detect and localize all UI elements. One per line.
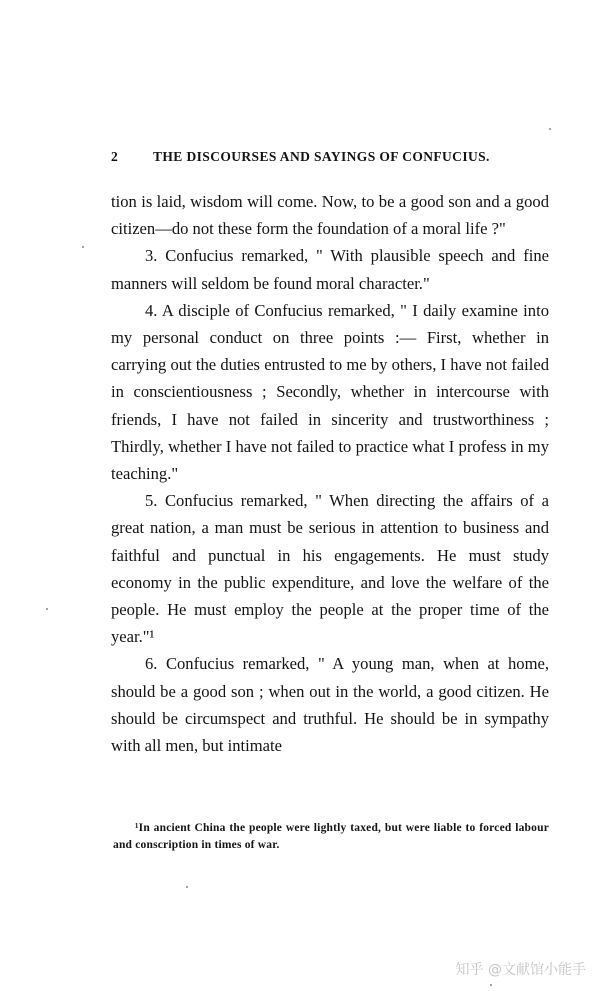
footnote: ¹In ancient China the people were lightly taxed, but were liable to forced labour and conscription in times of war. [113, 822, 549, 851]
paragraph-saying-6: 6. Confucius remarked, " A young man, when at home, should be a good son ; when out in the world, a good citizen. He should be circumspect and truthful. He should be in sympathy with all men, but intimate [111, 654, 549, 756]
paragraph-saying-4: 4. A disciple of Confucius remarked, " I daily examine into my personal conduct on three points :— First, whether in carrying out the duties entrusted to me by others, I have not failed in conscientiousness ; Secondly, whether in intercourse with friends, I have not failed in sincerity and trustworthiness ; Thirdly, whether I have not failed to practice what I profess in my teaching." [111, 300, 549, 484]
scan-speck [490, 984, 492, 986]
scan-speck [549, 128, 551, 130]
paragraph-continuation: tion is laid, wisdom will come. Now, to be a good son and a good citizen—do not these form the foundation of a moral life ?" [111, 192, 549, 239]
page-header [111, 149, 541, 167]
paragraph-saying-3: 3. Confucius remarked, " With plausible speech and fine manners will seldom be found moral character." [111, 246, 549, 293]
watermark: 知乎 @文献馆小能手 [455, 962, 586, 978]
scan-speck [82, 246, 84, 248]
running-title: THE DISCOURSES AND SAYINGS OF CONFUCIUS. [153, 149, 490, 164]
scan-speck [46, 608, 48, 610]
page-number: 2 [111, 149, 119, 164]
body-text [111, 188, 549, 759]
scan-speck [186, 886, 188, 888]
paragraph-saying-5: 5. Confucius remarked, " When directing the affairs of a great nation, a man must be serious in attention to business and faithful and punctual in his engagements. He must study economy in the public expenditure, and love the welfare of the people. He must employ the people at the proper time of the year."¹ [111, 491, 549, 647]
